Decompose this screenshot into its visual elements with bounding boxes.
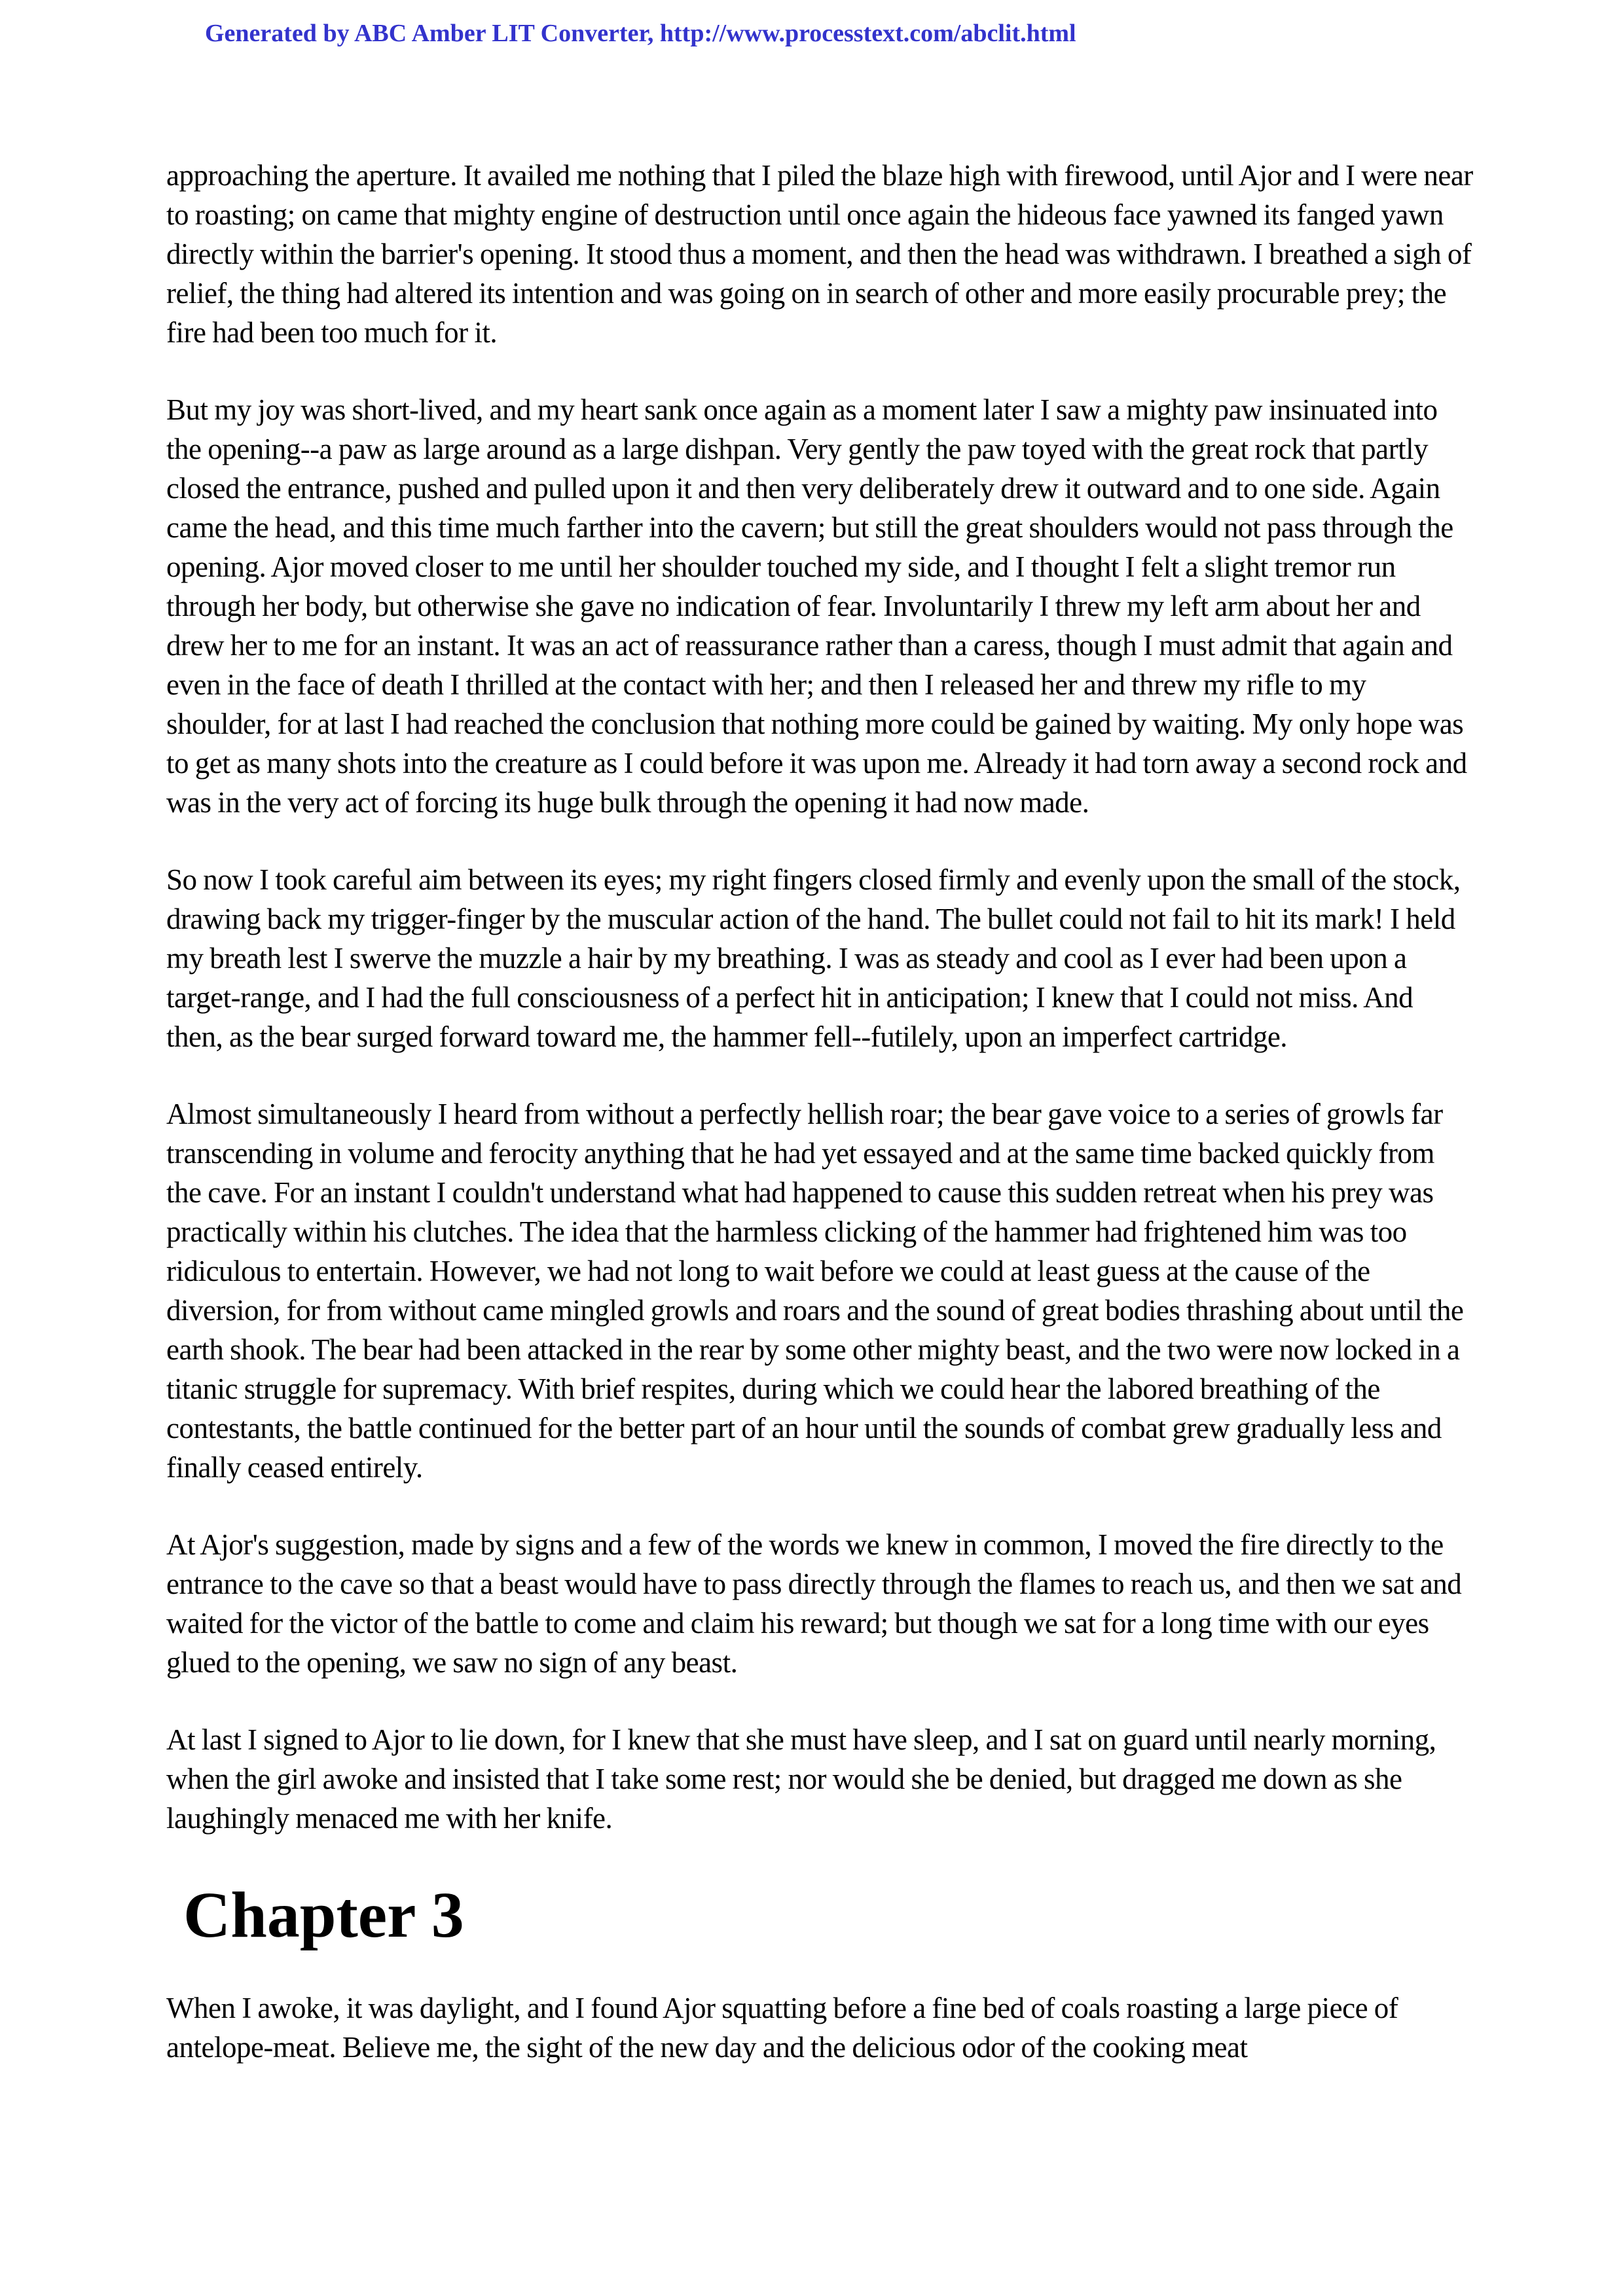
converter-header-link[interactable]: Generated by ABC Amber LIT Converter, http://www.processtext.com/abclit.html [205,20,1076,47]
paragraph-1: approaching the aperture. It availed me nothing that I piled the blaze high with firewood, until Ajor and I were near to roasting; on came that mighty engine of destruction until once again the hideous face yawned its fanged yawn directly within the barrier's opening. It stood thus a moment, and then the head was withdrawn. I breathed a sigh of relief, the thing had altered its intention and was going on in search of other and more easily procurable prey; the fire had been too much for it. [166,159,1473,349]
paragraph-6: At last I signed to Ajor to lie down, for I knew that she must have sleep, and I sat on guard until nearly morning, when the girl awoke and insisted that I take some rest; nor would she be denied, but dragged me down as she laughingly menaced me with her knife. [166,1723,1436,1835]
paragraph-4: Almost simultaneously I heard from without a perfectly hellish roar; the bear gave voice to a series of growls far transcending in volume and ferocity anything that he had yet essayed and at the same time backed quickly from the cave. For an instant I couldn't understand what had happened to cause this sudden retreat when his prey was practically within his clutches. The idea that the harmless clicking of the hammer had frightened him was too ridiculous to entertain. However, we had not long to wait before we could at least guess at the cause of the diversion, for from without came mingled growls and roars and the sound of great bodies thrashing about until the earth shook. The bear had been attacked in the rear by some other mighty beast, and the two were now locked in a titanic struggle for supremacy. With brief respites, during which we could hear the labored breathing of the contestants, the battle continued for the better part of an hour until the sounds of combat grew gradually less and finally ceased entirely. [166,1098,1464,1484]
paragraph-7: When I awoke, it was daylight, and I found Ajor squatting before a fine bed of coals roasting a large piece of antelope-meat. Believe me, the sight of the new day and the delicious odor of the cooking meat [166,1992,1398,2064]
chapter-heading: Chapter 3 [183,1878,464,1951]
paragraph-3: So now I took careful aim between its eyes; my right fingers closed firmly and evenly upon the small of the stock, drawing back my trigger-finger by the muscular action of the hand. The bullet could not fail to hit its mark! I held my breath lest I swerve the muzzle a hair by my breathing. I was as steady and cool as I ever had been upon a target-range, and I had the full consciousness of a perfect hit in anticipation; I knew that I could not miss. And then, as the bear surged forward toward me, the hammer fell--futilely, upon an imperfect cartridge. [166,863,1461,1053]
paragraph-5: At Ajor's suggestion, made by signs and a few of the words we knew in common, I moved the fire directly to the entrance to the cave so that a beast would have to pass directly through the flames to reach us, and then we sat and waited for the victor of the battle to come and claim his reward; but though we sat for a long time with our eyes glued to the opening, we saw no sign of any beast. [166,1528,1462,1679]
paragraph-2: But my joy was short-lived, and my heart sank once again as a moment later I saw a mighty paw insinuated into the opening--a paw as large around as a large dishpan. Very gently the paw toyed with the great rock that partly closed the entrance, pushed and pulled upon it and then very deliberately drew it outward and to one side. Again came the head, and this time much farther into the cavern; but still the great shoulders would not pass through the opening. Ajor moved closer to me until her shoulder touched my side, and I thought I felt a slight tremor run through her body, but otherwise she gave no indication of fear. Involuntarily I threw my left arm about her and drew her to me for an instant. It was an act of reassurance rather than a caress, though I must admit that again and even in the face of death I thrilled at the contact with her; and then I released her and threw my rifle to my shoulder, for at last I had reached the conclusion that nothing more could be gained by waiting. My only hope was to get as many shots into the creature as I could before it was upon me. Already it had torn away a second rock and was in the very act of forcing its huge bulk through the opening it had now made. [166,393,1467,819]
document-body [166,156,1476,2105]
